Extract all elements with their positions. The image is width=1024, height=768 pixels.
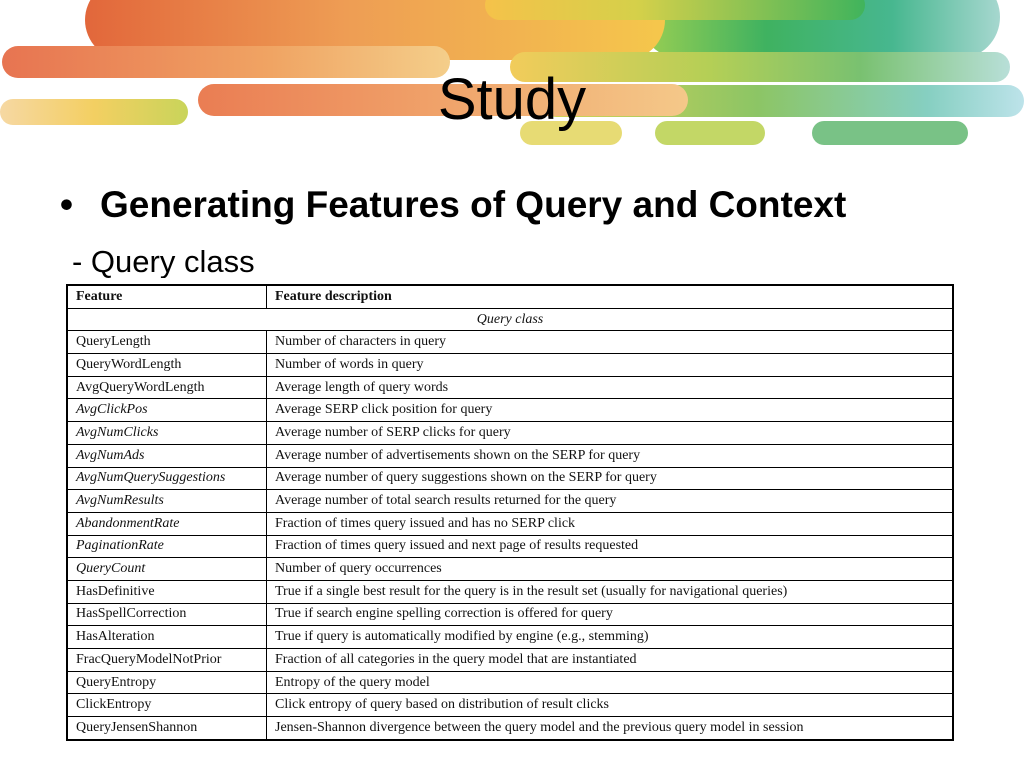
feature-description-cell: Average number of total search results returned for the query: [267, 490, 954, 513]
feature-table-container: [66, 284, 954, 741]
header-description: Feature description: [267, 285, 954, 308]
feature-name-cell: AvgNumAds: [67, 444, 267, 467]
feature-description-cell: True if search engine spelling correction is offered for query: [267, 603, 954, 626]
bullet-dot-icon: •: [60, 184, 73, 225]
feature-description-cell: True if a single best result for the query is in the result set (usually for navigational queries): [267, 580, 954, 603]
table-row: [67, 626, 953, 649]
feature-description-cell: Fraction of times query issued and next page of results requested: [267, 535, 954, 558]
table-row: [67, 331, 953, 354]
table-row: [67, 558, 953, 581]
feature-name-cell: AvgNumQuerySuggestions: [67, 467, 267, 490]
feature-description-cell: Click entropy of query based on distribution of result clicks: [267, 694, 954, 717]
feature-name-cell: QueryEntropy: [67, 671, 267, 694]
feature-description-cell: Entropy of the query model: [267, 671, 954, 694]
table-body: [67, 308, 953, 740]
feature-description-cell: Average number of query suggestions shown on the SERP for query: [267, 467, 954, 490]
bullet-point: [60, 182, 846, 228]
feature-name-cell: HasDefinitive: [67, 580, 267, 603]
table-row: [67, 535, 953, 558]
feature-description-cell: Average SERP click position for query: [267, 399, 954, 422]
section-row: [67, 308, 953, 331]
table-row: [67, 376, 953, 399]
feature-name-cell: QueryWordLength: [67, 354, 267, 377]
feature-name-cell: PaginationRate: [67, 535, 267, 558]
table-row: [67, 717, 953, 740]
feature-description-cell: Average number of advertisements shown on the SERP for query: [267, 444, 954, 467]
table-row: [67, 422, 953, 445]
table-row: [67, 490, 953, 513]
feature-description-cell: Fraction of all categories in the query model that are instantiated: [267, 649, 954, 672]
header-ribbon-yellow-green: [485, 0, 865, 20]
table-row: [67, 354, 953, 377]
sub-heading: - Query class: [72, 244, 255, 278]
feature-name-cell: QueryJensenShannon: [67, 717, 267, 740]
table-row: [67, 671, 953, 694]
table-row: [67, 649, 953, 672]
feature-name-cell: HasAlteration: [67, 626, 267, 649]
table-row: [67, 694, 953, 717]
slide-title: Study: [437, 67, 587, 132]
feature-name-cell: AvgQueryWordLength: [67, 376, 267, 399]
feature-name-cell: AvgNumResults: [67, 490, 267, 513]
feature-name-cell: QueryCount: [67, 558, 267, 581]
feature-name-cell: QueryLength: [67, 331, 267, 354]
table-header-row: [67, 285, 953, 308]
feature-name-cell: ClickEntropy: [67, 694, 267, 717]
table-row: [67, 512, 953, 535]
feature-description-cell: Average length of query words: [267, 376, 954, 399]
table-row: [67, 399, 953, 422]
feature-description-cell: Number of words in query: [267, 354, 954, 377]
table-row: [67, 444, 953, 467]
feature-description-cell: Fraction of times query issued and has no SERP click: [267, 512, 954, 535]
feature-name-cell: FracQueryModelNotPrior: [67, 649, 267, 672]
table-row: [67, 467, 953, 490]
table-row: [67, 580, 953, 603]
feature-name-cell: AbandonmentRate: [67, 512, 267, 535]
bullet-text: Generating Features of Query and Context: [100, 184, 847, 225]
table-row: [67, 603, 953, 626]
feature-description-cell: Average number of SERP clicks for query: [267, 422, 954, 445]
feature-description-cell: Number of query occurrences: [267, 558, 954, 581]
header-feature: Feature: [67, 285, 267, 308]
feature-name-cell: HasSpellCorrection: [67, 603, 267, 626]
feature-table: [66, 284, 954, 741]
feature-description-cell: True if query is automatically modified by engine (e.g., stemming): [267, 626, 954, 649]
section-label: Query class: [67, 308, 953, 331]
feature-description-cell: Jensen-Shannon divergence between the query model and the previous query model in session: [267, 717, 954, 740]
feature-name-cell: AvgClickPos: [67, 399, 267, 422]
feature-description-cell: Number of characters in query: [267, 331, 954, 354]
feature-name-cell: AvgNumClicks: [67, 422, 267, 445]
